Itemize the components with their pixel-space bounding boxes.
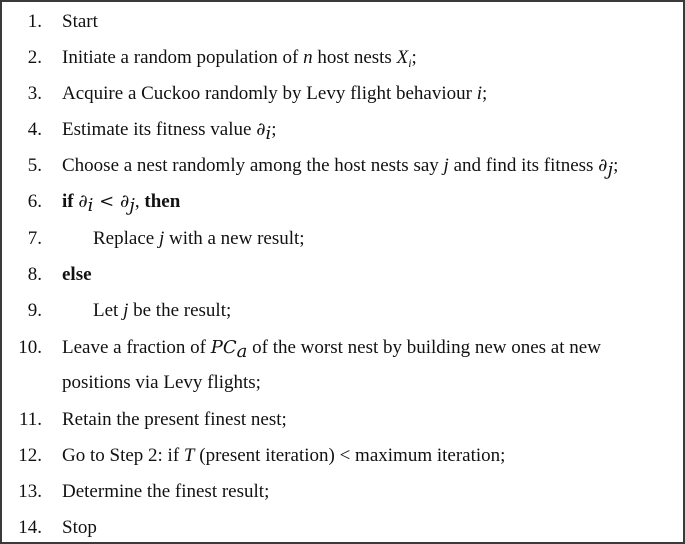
subscript-j: j [129,195,135,216]
step-text [62,46,417,70]
subscript-i: i [87,195,94,216]
var-pc: PC [210,337,237,358]
step-text [93,299,231,323]
step-number: 12. [18,445,42,466]
step-number: 9. [27,300,42,321]
text-part: ; [482,83,488,104]
step-text [62,82,487,106]
step-number: 3. [27,83,42,104]
step-number: 2. [27,47,42,68]
step-text [93,227,305,251]
text-part: ; [613,155,619,176]
subscript-i: i [408,56,412,70]
step-text [62,444,505,468]
text-part: (present iteration) < maximum iteration; [194,445,506,466]
step-number: 14. [18,517,42,538]
keyword-if: if [62,191,74,212]
text-part: and find its fitness [448,155,599,176]
partial-symbol: ∂ [256,119,266,140]
text-part: Replace [93,228,159,249]
step-text [62,118,277,142]
less-than: < [93,191,120,212]
var-i: i [476,83,483,104]
text-part: ; [271,119,277,140]
step-number: 13. [18,481,42,502]
partial-symbol: ∂ [598,155,608,176]
var-j: j [123,300,129,321]
var-t: T [183,445,195,466]
step-text [62,154,618,178]
text-part: Estimate its fitness value [62,119,257,140]
step-text: Retain the present finest nest; [62,409,287,430]
partial-symbol: ∂ [78,191,88,212]
subscript-a: a [236,341,248,362]
text-part: ; [411,47,417,68]
partial-symbol: ∂ [119,191,130,212]
keyword-else: else [62,264,92,285]
keyword-then: then [144,191,181,212]
step-number: 10. [18,337,42,358]
text-part: with a new result; [164,228,305,249]
step-text: Start [62,11,98,32]
step-number: 7. [27,228,42,249]
text-part: , [134,191,145,212]
step-text: positions via Levy flights; [62,372,261,393]
text-part: of the worst nest by building new ones at new [247,337,601,358]
var-j: j [443,155,449,176]
step-number: 4. [27,119,42,140]
subscript-j: j [607,159,614,180]
text-part: Initiate a random population of [62,47,304,68]
subscript-i: i [265,123,272,144]
step-number: 8. [27,264,42,285]
text-part: Acquire a Cuckoo randomly by Levy flight behaviour [62,83,477,104]
text-part: host nests [312,47,397,68]
step-text [62,336,601,360]
step-number: 1. [27,11,42,32]
step-text [62,190,180,214]
step-number: 5. [27,155,42,176]
text-part: Leave a fraction of [62,337,211,358]
text-part: be the result; [128,300,232,321]
text-part: Choose a nest randomly among the host nests say [62,155,444,176]
step-text: Determine the finest result; [62,481,270,502]
text-part: Go to Step 2: if [62,445,184,466]
var-n: n [303,47,313,68]
var-j: j [158,228,165,249]
text-part: Let [93,300,124,321]
step-number: 6. [27,191,42,212]
var-x: X [396,47,409,68]
step-number: 11. [18,409,42,430]
step-text: Stop [62,517,97,538]
